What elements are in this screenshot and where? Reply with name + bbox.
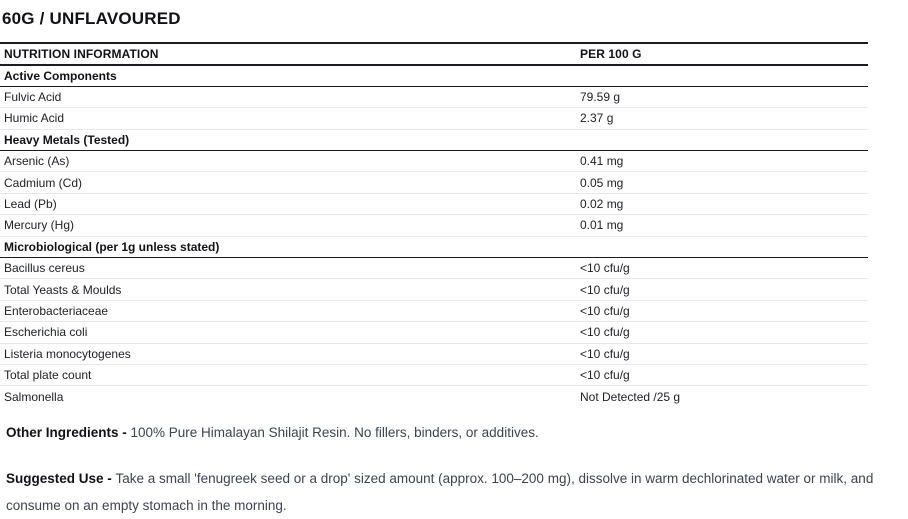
table-row [0, 343, 868, 364]
table-header-name-column: NUTRITION INFORMATION [0, 43, 576, 65]
section-row [0, 236, 868, 257]
row-label: Humic Acid [0, 108, 576, 129]
table-row [0, 364, 868, 385]
row-value: 0.41 mg [576, 151, 868, 172]
table-row [0, 279, 868, 300]
table-row [0, 172, 868, 193]
nutrition-table [0, 42, 868, 407]
other-ingredients-text: 100% Pure Himalayan Shilajit Resin. No fillers, binders, or additives. [130, 425, 539, 441]
table-header-row [0, 43, 868, 65]
row-value: <10 cfu/g [576, 258, 868, 279]
row-label: Total plate count [0, 364, 576, 385]
row-label: Enterobacteriaceae [0, 300, 576, 321]
table-header-per100g-column: PER 100 G [576, 43, 868, 65]
row-value: <10 cfu/g [576, 300, 868, 321]
row-value: 79.59 g [576, 86, 868, 107]
other-ingredients-note [0, 419, 902, 446]
row-value: <10 cfu/g [576, 364, 868, 385]
table-row [0, 151, 868, 172]
table-row [0, 386, 868, 407]
row-label: Salmonella [4, 389, 64, 404]
row-label: Lead (Pb) [0, 193, 576, 214]
section-label: Heavy Metals (Tested) [0, 129, 868, 150]
section-label: Microbiological (per 1g unless stated) [0, 236, 868, 257]
row-label: Cadmium (Cd) [0, 172, 576, 193]
row-label: Fulvic Acid [0, 86, 576, 107]
suggested-use-text: Take a small 'fenugreek seed or a drop' sized amount (approx. 100–200 mg), dissolve in warm dechlorinated water or milk, and consume on an empty stomach in the morning. [6, 471, 874, 514]
row-value: Not Detected /25 g [580, 389, 681, 404]
row-label: Escherichia coli [0, 322, 576, 343]
suggested-use-note [0, 465, 902, 519]
row-label: Listeria monocytogenes [0, 343, 576, 364]
row-label: Bacillus cereus [0, 258, 576, 279]
row-value: 0.05 mg [576, 172, 868, 193]
table-row [0, 86, 868, 107]
table-row [0, 108, 868, 129]
row-value: 0.01 mg [576, 215, 868, 236]
row-label: Arsenic (As) [0, 151, 576, 172]
row-value: 0.02 mg [576, 193, 868, 214]
table-row [0, 215, 868, 236]
table-row [0, 258, 868, 279]
table-body [0, 65, 868, 407]
row-value: <10 cfu/g [576, 322, 868, 343]
other-ingredients-label: Other Ingredients - [6, 425, 131, 441]
section-row [0, 129, 868, 150]
table-row [0, 300, 868, 321]
row-value: <10 cfu/g [576, 279, 868, 300]
suggested-use-label: Suggested Use - [6, 471, 116, 487]
section-row [0, 65, 868, 86]
section-label: Active Components [0, 65, 868, 86]
table-row [0, 193, 868, 214]
row-label: Mercury (Hg) [0, 215, 576, 236]
page-title: 60G / UNFLAVOURED [2, 9, 181, 28]
row-value: 2.37 g [576, 108, 868, 129]
row-value: <10 cfu/g [576, 343, 868, 364]
row-label: Total Yeasts & Moulds [0, 279, 576, 300]
table-row [0, 322, 868, 343]
